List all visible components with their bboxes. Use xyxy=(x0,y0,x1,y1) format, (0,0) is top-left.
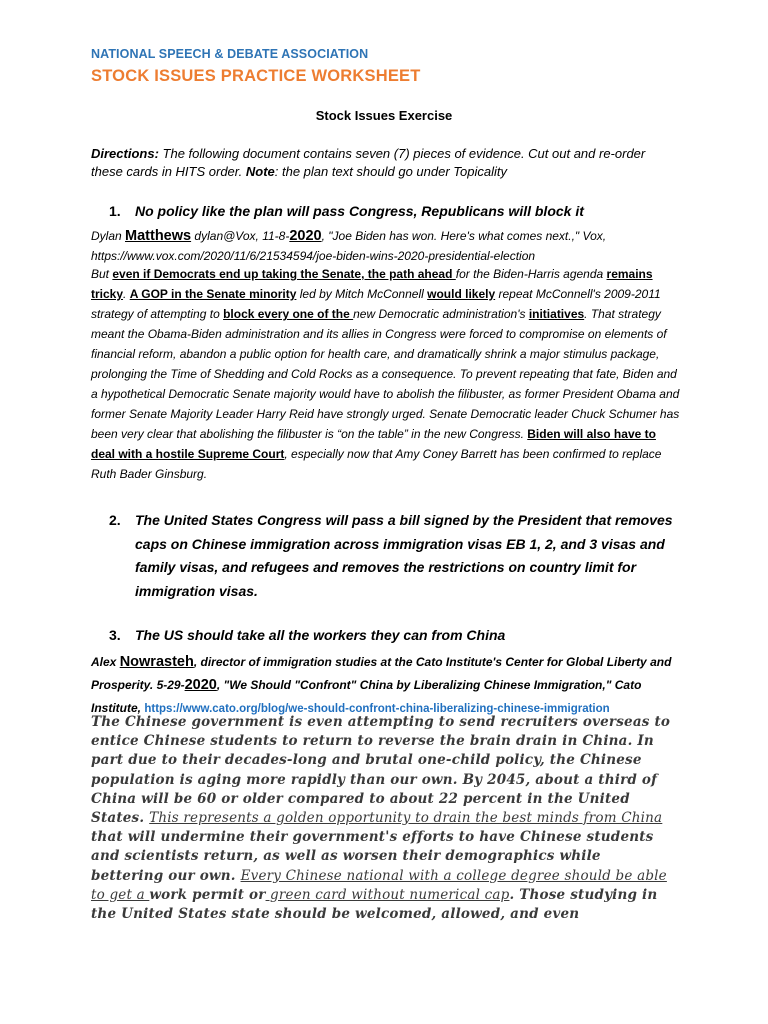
card-1-text: But xyxy=(91,267,113,281)
card-1-body xyxy=(91,264,681,484)
exercise-heading: Stock Issues Exercise xyxy=(315,108,453,123)
card-3-citation xyxy=(91,651,691,721)
card-1-text: led by Mitch McConnell xyxy=(296,287,428,301)
card-1-underline: block every one of the xyxy=(223,307,354,321)
card-1-underline: would likely xyxy=(427,287,496,301)
cite-1-author: Matthews xyxy=(125,228,192,244)
card-3-tag xyxy=(109,627,689,643)
card-1-underline: A GOP in the Senate minority xyxy=(129,287,297,301)
card-1-underline: Biden will also have to deal with a hostile Supreme Court xyxy=(91,427,656,461)
cite-3-year: 2020 xyxy=(184,677,217,693)
card-1-text: . That strategy meant the Obama-Biden administration and its allies in Congress were forced to compromise on elements of financial reform, abandon a public option for health care, and dramatically shrink a major stimulus package, prolonging the Time of Shedding and Cold Rocks as a consequence. To prevent repeating that fate, Biden and a hypothetical Democratic Senate majority would have to abolish the filibuster, as former President Obama and former Senate Majority Leader Harry Reid have strongly urged. Senate Democratic leader Chuck Schumer has been very clear that abolishing the filibuster is “on the table” in the new Congress. xyxy=(91,307,680,441)
directions-label: Directions: xyxy=(91,146,159,161)
card-3-text: that will undermine their government's efforts to have Chinese students and scientists return, as well as worsen their demographics while bettering our own. xyxy=(91,829,654,884)
card-1-underline: initiatives xyxy=(528,307,585,321)
card-3-tag-text: The US should take all the workers they can from China xyxy=(135,627,506,643)
card-3-underline: Every Chinese national with a college degree should be able to get a xyxy=(91,867,667,903)
directions-paragraph xyxy=(91,145,661,181)
note-text: : the plan text should go under Topicality xyxy=(274,164,507,179)
card-1-text: , especially now that Amy Coney Barrett has been confirmed to replace Ruth Bader Ginsburg. xyxy=(91,447,662,481)
cite-1-first: Dylan xyxy=(91,229,126,243)
cite-3-url-link[interactable]: https://www.cato.org/blog/we-should-confront-china-liberalizing-chinese-immigration xyxy=(144,703,610,715)
cite-1-url: https://www.vox.com/2020/11/6/21534594/joe-biden-wins-2020-presidential-election xyxy=(91,249,536,263)
card-2-tag-text: The United States Congress will pass a bill signed by the President that removes caps on Chinese immigration across immigration visas EB 1, 2, and 3 visas and family visas, and refugees and removes the restrictions on country limit for immigration visas. xyxy=(135,512,673,599)
card-1-text: new Democratic administration's xyxy=(353,307,529,321)
card-3-underline: green card without numerical cap xyxy=(265,886,510,903)
card-3-text: The Chinese government is even attempting to send recruiters overseas to entice Chinese students to return to reverse the brain drain in China. In part due to their decades-long and brutal one-child policy, the Chinese population is aging more rapidly than our own. By 2045, about a third of China will be 60 or older compared to about 22 percent in the United States. xyxy=(91,714,671,827)
card-3-underline: This represents a golden opportunity to drain the best minds from China xyxy=(149,810,663,827)
card-3-text: . Those studying in the United States state should be welcomed, allowed, and even xyxy=(91,886,658,923)
card-1-number: 1. xyxy=(109,203,121,219)
card-1-underline: remains tricky xyxy=(91,267,653,301)
card-1-text: . xyxy=(123,287,130,301)
card-1-tag xyxy=(109,203,689,219)
worksheet-title: STOCK ISSUES PRACTICE WORKSHEET xyxy=(91,67,421,85)
note-label: Note xyxy=(245,164,275,179)
card-1-text: repeat McConnell's 2009-2011 strategy of attempting to xyxy=(91,287,661,321)
card-2-tag xyxy=(109,509,679,603)
card-3-text: work permit or xyxy=(149,886,266,903)
cite-1-rest: , "Joe Biden has won. Here's what comes next.," Vox, xyxy=(321,229,607,243)
cite-1-year: 2020 xyxy=(289,228,322,244)
card-1-tag-text: No policy like the plan will pass Congress, Republicans will block it xyxy=(135,203,584,219)
organization-name: NATIONAL SPEECH & DEBATE ASSOCIATION xyxy=(91,47,369,61)
card-1-text: for the Biden-Harris agenda xyxy=(455,267,607,281)
cite-3-rest: , "We Should "Confront" China by Liberalizing Chinese Immigration," Cato Institute, xyxy=(91,678,642,715)
cite-3-author: Nowrasteh xyxy=(119,654,194,670)
directions-text: The following document contains seven (7) pieces of evidence. Cut out and re-order these cards in HITS order. xyxy=(91,146,646,179)
card-2-number: 2. xyxy=(109,512,121,528)
card-3-body xyxy=(91,713,675,924)
cite-1-mid: dylan@Vox, 11-8- xyxy=(191,229,290,243)
cite-3-mid: , director of immigration studies at the Cato Institute's Center for Global Liberty and Prosperity. 5-29- xyxy=(91,655,672,692)
card-1-citation xyxy=(91,226,691,266)
card-1-underline: even if Democrats end up taking the Senate, the path ahead xyxy=(112,267,456,281)
cite-3-first: Alex xyxy=(91,655,120,669)
card-3-number: 3. xyxy=(109,627,121,643)
